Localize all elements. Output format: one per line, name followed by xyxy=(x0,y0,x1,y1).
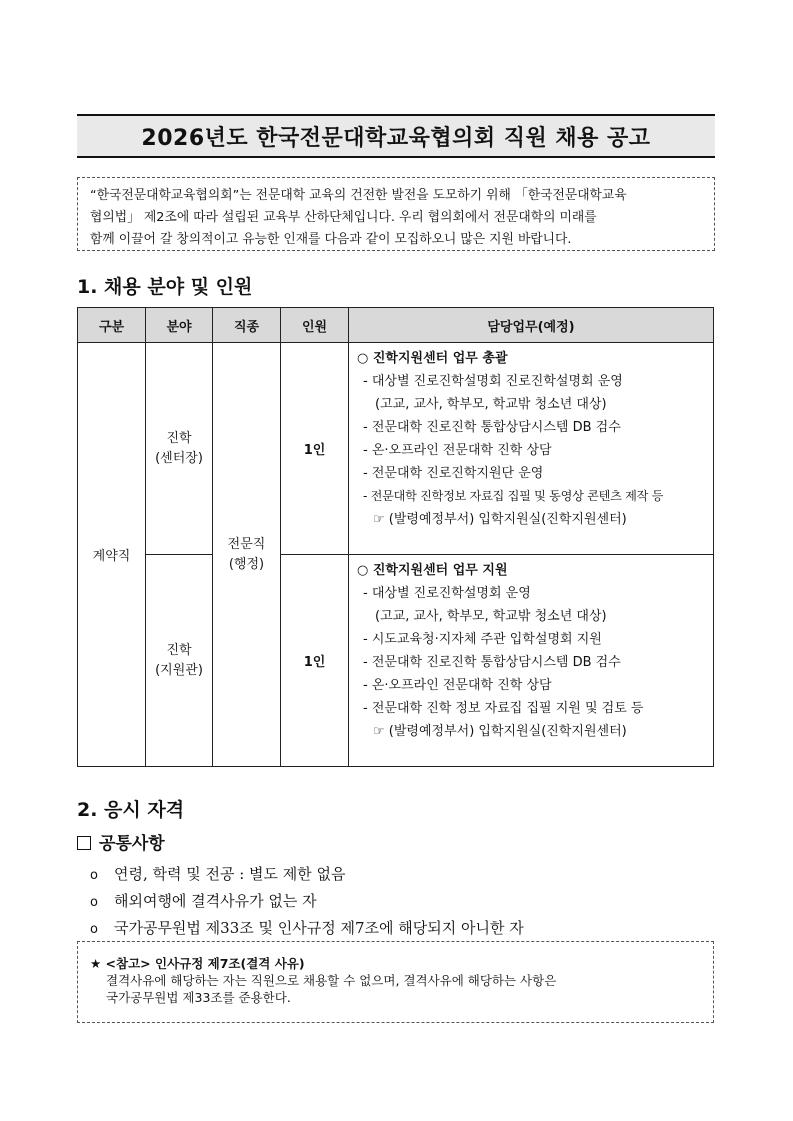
requirement-text: 연령, 학력 및 전공 : 별도 제한 없음 xyxy=(113,865,346,883)
section1-heading: 1. 채용 분야 및 인원 xyxy=(77,276,253,298)
duty-line: - 대상별 진로진학설명회 진로진학설명회 운영 xyxy=(363,374,623,389)
duty-line: - 전문대학 진로진학 통합상담시스템 DB 검수 xyxy=(363,420,621,435)
duty-dept-line: ☞ (발령예정부서) 입학지원실(진학지원센터) xyxy=(373,724,627,739)
duty-dept-line: ☞ (발령예정부서) 입학지원실(진학지원센터) xyxy=(373,512,627,527)
count-cell: 1인 xyxy=(281,343,349,555)
page-title: 2026년도 한국전문대학교육협의회 직원 채용 공고 xyxy=(141,125,651,151)
note-body-line: 결격사유에 해당하는 자는 직원으로 채용할 수 없으며, 결격사유에 해당하는 사항은 xyxy=(106,973,557,988)
column-header: 담당업무(예정) xyxy=(349,308,714,343)
note-body-line: 국가공무원법 제33조를 준용한다. xyxy=(106,990,291,1005)
intro-line: 협의법」 제2조에 따라 설립된 교육부 산하단체입니다. 우리 협의회에서 전문대학의 미래를 xyxy=(90,210,597,225)
note-title: ★ <참고> 인사규정 제7조(결격 사유) xyxy=(90,956,305,971)
requirement-text: 국가공무원법 제33조 및 인사규정 제7조에 해당되지 아니한 자 xyxy=(113,919,524,937)
duty-line: ○ 진학지원센터 업무 지원 xyxy=(357,563,508,578)
field-name: 진학 xyxy=(166,430,192,446)
duty-line: - 전문대학 진로진학 통합상담시스템 DB 검수 xyxy=(363,655,621,670)
column-header: 인원 xyxy=(281,308,349,343)
field-role: (지원관) xyxy=(155,662,203,678)
circle-bullet-icon: o xyxy=(90,868,98,883)
count-cell: 1인 xyxy=(281,555,349,767)
table-row xyxy=(78,555,714,767)
subheading-label: 공통사항 xyxy=(99,834,165,854)
column-header: 직종 xyxy=(213,308,281,343)
column-header: 구분 xyxy=(78,308,146,343)
job-type: 전문직 xyxy=(227,536,266,552)
field-role: (센터장) xyxy=(155,450,203,466)
field-name: 진학 xyxy=(166,642,192,658)
requirement-item xyxy=(90,917,524,938)
duty-line: - 온·오프라인 전문대학 진학 상담 xyxy=(363,443,552,458)
job-type-cell xyxy=(213,343,281,767)
duty-line: - 대상별 진로진학설명회 운영 xyxy=(363,586,531,601)
duty-line: ○ 진학지원센터 업무 총괄 xyxy=(357,351,508,366)
circle-bullet-icon: o xyxy=(90,922,98,937)
intro-line: 함께 이끌어 갈 창의적이고 유능한 인재를 다음과 같이 모집하오니 많은 지원 바랍니다. xyxy=(90,232,572,247)
duty-line: - 전문대학 진학정보 자료집 집필 및 동영상 콘텐츠 제작 등 xyxy=(363,489,664,503)
duty-line: - 전문대학 진로진학지원단 운영 xyxy=(363,466,544,481)
circle-bullet-icon: o xyxy=(90,895,98,910)
requirement-text: 해외여행에 결격사유가 없는 자 xyxy=(113,892,317,910)
column-header: 분야 xyxy=(146,308,213,343)
requirement-item xyxy=(90,863,346,884)
job-type-detail: (행정) xyxy=(228,556,265,572)
field-cell xyxy=(146,555,213,767)
duty-line: (고교, 교사, 학부모, 학교밖 청소년 대상) xyxy=(375,609,607,624)
category-cell: 계약직 xyxy=(78,343,146,767)
intro-box xyxy=(77,177,715,251)
title-banner xyxy=(77,114,715,158)
field-cell xyxy=(146,343,213,555)
recruitment-table xyxy=(77,307,714,767)
common-requirements-heading xyxy=(77,829,165,854)
table-row xyxy=(78,343,714,555)
duty-cell xyxy=(349,555,714,767)
duty-line: (고교, 교사, 학부모, 학교밖 청소년 대상) xyxy=(375,397,607,412)
intro-line: “한국전문대학교육협의회”는 전문대학 교육의 건전한 발전을 도모하기 위해 「한국전문대학교육 xyxy=(90,188,627,203)
duty-line: - 온·오프라인 전문대학 진학 상담 xyxy=(363,678,552,693)
requirement-item xyxy=(90,890,317,911)
duty-cell xyxy=(349,343,714,555)
section2-heading: 2. 응시 자격 xyxy=(77,799,185,821)
note-box xyxy=(77,941,714,1023)
duty-line: - 전문대학 진학 정보 자료집 집필 지원 및 검토 등 xyxy=(363,701,644,716)
checkbox-square-icon xyxy=(77,836,91,850)
table-header-row xyxy=(78,308,714,343)
duty-line: - 시도교육청·지자체 주관 입학설명회 지원 xyxy=(363,632,602,647)
